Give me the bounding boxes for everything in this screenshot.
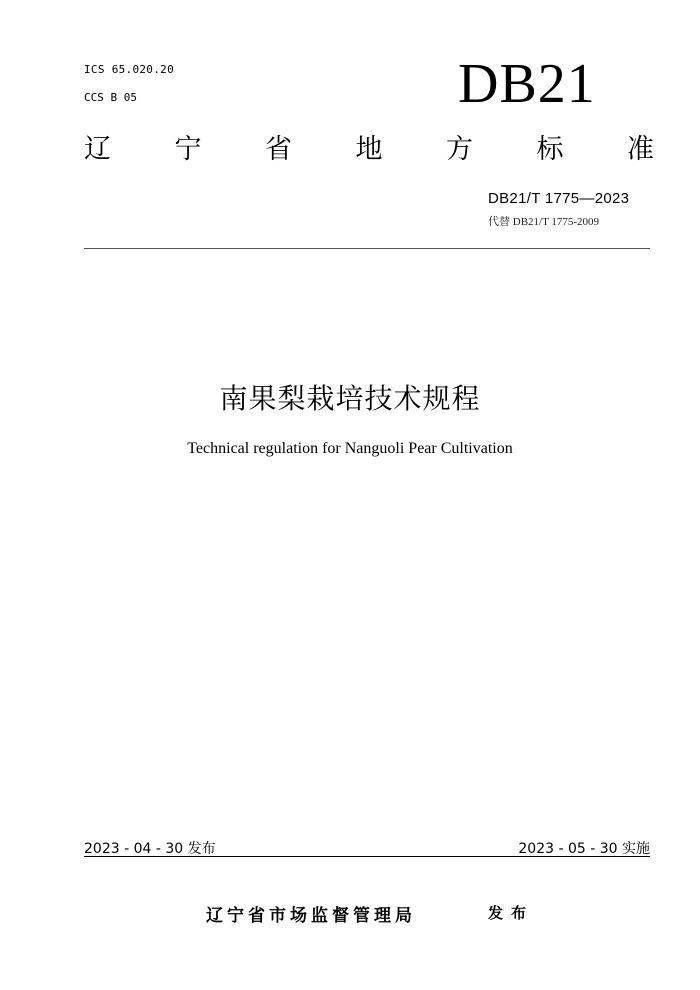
standard-number: DB21/T 1775—2023 <box>488 190 630 207</box>
standard-type-char: 辽 <box>84 134 111 165</box>
issuing-authority: 辽宁省市场监督管理局 <box>206 906 416 926</box>
standard-type-char: 标 <box>536 134 564 165</box>
standard-type-char: 宁 <box>174 134 202 165</box>
standard-type-char: 省 <box>265 134 292 165</box>
issue-date: 2023 - 04 - 30 发布 <box>84 841 216 857</box>
standard-type-char: 方 <box>446 134 473 165</box>
document-title-chinese: 南果梨栽培技术规程 <box>219 382 481 415</box>
implementation-date: 2023 - 05 - 30 实施 <box>518 841 650 857</box>
standard-type-char: 地 <box>355 134 383 165</box>
footer-divider <box>84 856 650 857</box>
issue-label: 发布 <box>488 904 535 922</box>
standard-type-title <box>84 134 654 166</box>
ccs-code: CCS B 05 <box>84 91 137 104</box>
document-title-english: Technical regulation for Nanguoli Pear Cultivation <box>187 440 513 457</box>
header-divider <box>84 248 650 249</box>
db21-logo: DB21 <box>458 53 596 115</box>
standard-type-char: 准 <box>627 134 654 165</box>
replaces-standard: 代替 DB21/T 1775-2009 <box>488 216 600 228</box>
ics-code: ICS 65.020.20 <box>84 63 174 76</box>
